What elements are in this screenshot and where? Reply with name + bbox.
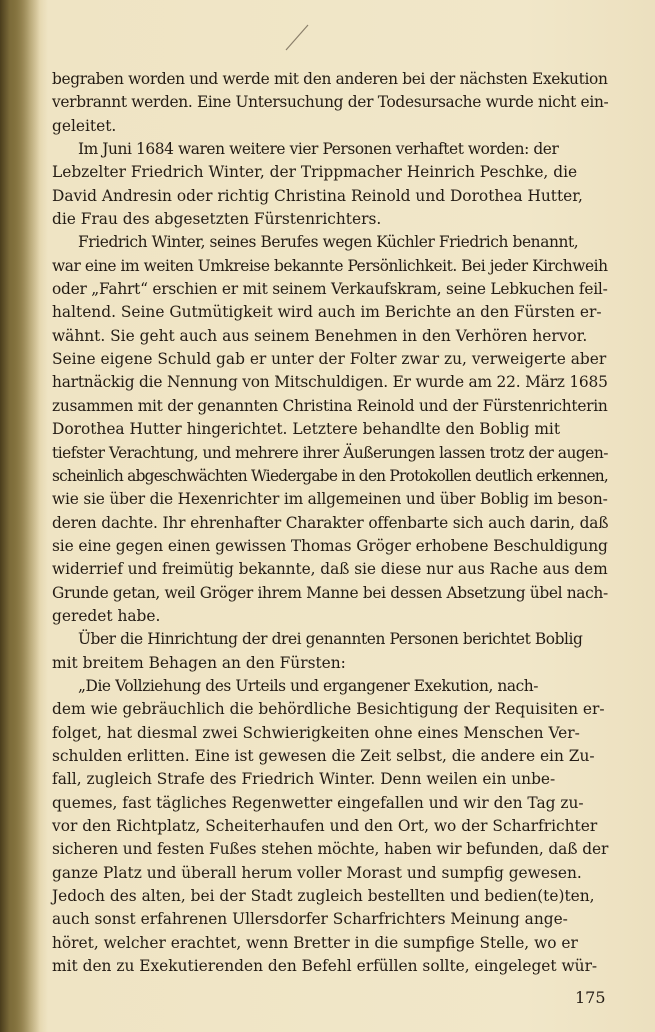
text-line: ganze Platz und überall herum voller Morast und sumpfig gewesen.: [52, 863, 582, 882]
text-line: höret, welcher erachtet, wenn Bretter in die sumpfige Stelle, wo er: [52, 933, 578, 952]
text-line: Lebzelter Friedrich Winter, der Trippmacher Heinrich Peschke, die: [52, 163, 578, 182]
text-line: sicheren und festen Fußes stehen möchte, haben wir befunden, daß der: [52, 840, 609, 859]
text-line: Über die Hinrichtung der drei genannten Personen berichtet Boblig: [78, 630, 583, 649]
text-line: scheinlich abgeschwächten Wiedergabe in den Protokollen deutlich erkennen,: [52, 466, 609, 485]
text-line: die Frau des abgesetzten Fürstenrichters.: [52, 210, 382, 229]
text-line: auch sonst erfahrenen Ullersdorfer Scharfrichters Meinung ange-: [52, 910, 568, 929]
page-body-text: [52, 68, 608, 978]
text-line: schulden erlitten. Eine ist gewesen die Zeit selbst, die andere ein Zu-: [52, 746, 595, 765]
paragraph: [52, 138, 608, 231]
text-line: tiefster Verachtung, und mehrere ihrer Äußerungen lassen trotz der augen-: [52, 443, 608, 462]
text-line: zusammen mit der genannten Christina Reinold und der Fürstenrichterin: [52, 396, 608, 415]
text-line: dem wie gebräuchlich die behördliche Besichtigung der Requisiten er-: [52, 700, 605, 719]
text-line: Im Juni 1684 waren weitere vier Personen verhaftet worden: der: [78, 140, 559, 159]
book-spine-shadow: [0, 0, 40, 1032]
paragraph: [52, 231, 608, 628]
text-line: mit breitem Behagen an den Fürsten:: [52, 653, 346, 672]
text-line: widerrief und freimütig bekannte, daß sie diese nur aus Rache aus dem: [52, 560, 608, 579]
text-line: wie sie über die Hexenrichter im allgemeinen und über Boblig im beson-: [52, 490, 608, 509]
text-line: mit den zu Exekutierenden den Befehl erfüllen sollte, eingeleget wür-: [52, 957, 598, 976]
page-number: 175: [575, 988, 606, 1007]
paragraph: [52, 628, 608, 675]
text-line: Seine eigene Schuld gab er unter der Folter zwar zu, verweigerte aber: [52, 350, 607, 369]
text-line: Grunde getan, weil Gröger ihrem Manne bei dessen Absetzung übel nach-: [52, 583, 608, 602]
text-line: verbrannt werden. Eine Untersuchung der Todesursache wurde nicht ein-: [52, 93, 609, 112]
text-line: deren dachte. Ihr ehrenhafter Charakter offenbarte sich auch darin, daß: [52, 513, 609, 532]
text-line: quemes, fast tägliches Regenwetter eingefallen und wir den Tag zu-: [52, 793, 584, 812]
block-quote: [52, 675, 608, 978]
text-line: war eine im weiten Umkreise bekannte Persönlichkeit. Bei jeder Kirchweih: [52, 256, 608, 275]
text-line: fall, zugleich Strafe des Friedrich Winter. Denn weilen ein unbe-: [52, 770, 556, 789]
text-line: Jedoch des alten, bei der Stadt zugleich bestellten und bedien(te)ten,: [52, 887, 595, 906]
text-line: vor den Richtplatz, Scheiterhaufen und den Ort, wo der Scharfrichter: [52, 817, 598, 835]
text-line: Dorothea Hutter hingerichtet. Letztere behandlte den Boblig mit: [52, 420, 561, 439]
text-line: oder „Fahrt“ erschien er mit seinem Verkaufskram, seine Lebkuchen feil-: [52, 280, 608, 299]
text-line: Friedrich Winter, seines Berufes wegen Küchler Friedrich benannt,: [78, 233, 579, 252]
text-line: „Die Vollziehung des Urteils und ergangener Exekution, nach-: [78, 676, 539, 695]
text-line: hartnäckig die Nennung von Mitschuldigen. Er wurde am 22. März 1685: [52, 373, 608, 392]
pencil-mark-icon: [283, 22, 311, 52]
text-line: David Andresin oder richtig Christina Reinold und Dorothea Hutter,: [52, 186, 583, 205]
paragraph: [52, 68, 608, 138]
text-line: haltend. Seine Gutmütigkeit wird auch im Berichte an den Fürsten er-: [52, 303, 602, 322]
text-line: geredet habe.: [52, 606, 161, 625]
text-line: begraben worden und werde mit den anderen bei der nächsten Exekution: [52, 70, 608, 88]
text-line: folget, hat diesmal zwei Schwierigkeiten ohne eines Menschen Ver-: [52, 723, 580, 742]
text-line: sie eine gegen einen gewissen Thomas Gröger erhobene Beschuldigung: [52, 536, 608, 555]
text-line: wähnt. Sie geht auch aus seinem Benehmen in den Verhören hervor.: [52, 326, 588, 345]
text-line: geleitet.: [52, 116, 117, 135]
